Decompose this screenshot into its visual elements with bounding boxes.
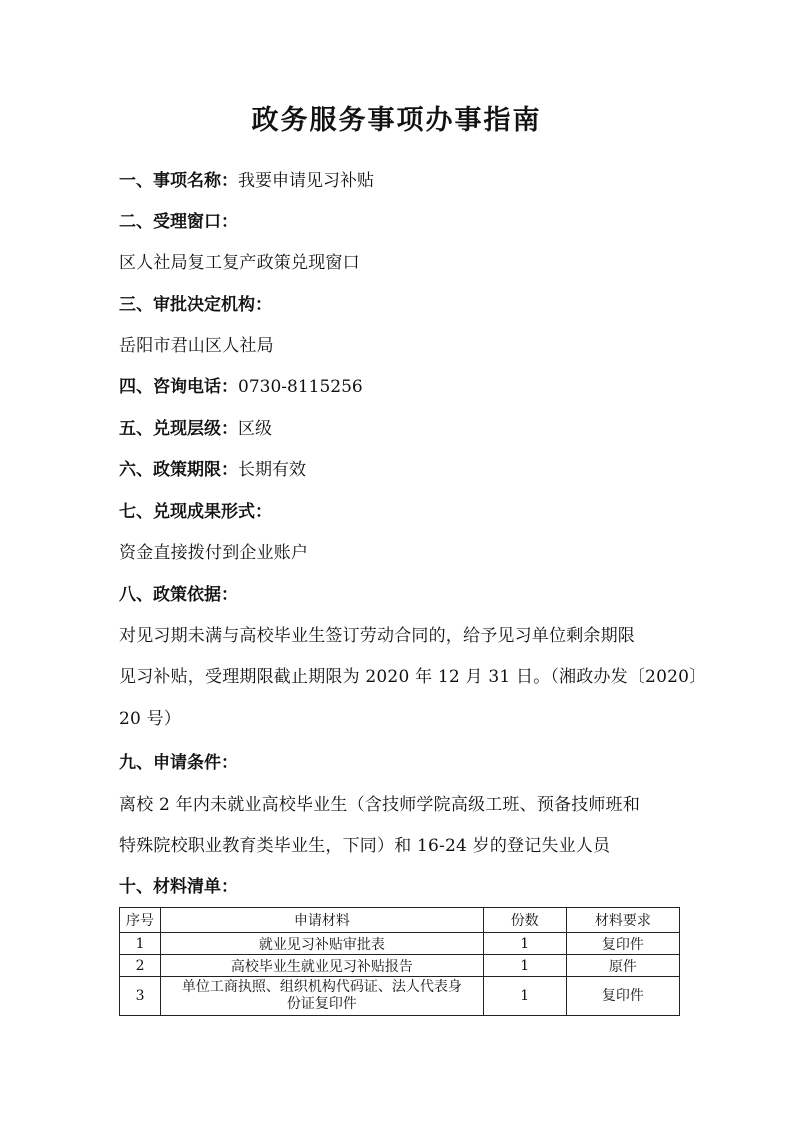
row-no: 2 — [120, 955, 161, 977]
row-material-line-2: 份证复印件 — [286, 996, 357, 1012]
row-material: 高校毕业生就业见习补贴报告 — [161, 955, 484, 977]
consult-phone-label: 四、咨询电话： — [119, 377, 238, 397]
conditions-heading — [119, 752, 238, 774]
result-form-value: 资金直接拨付到企业账户 — [119, 543, 309, 563]
row-material: 就业见习补贴审批表 — [161, 933, 484, 955]
row-count: 1 — [483, 933, 566, 955]
row-material — [161, 977, 484, 1016]
conditions-line-2: 特殊院校职业教育类毕业生，下同）和 16-24 岁的登记失业人员 — [119, 836, 611, 856]
row-count: 1 — [483, 955, 566, 977]
item-name-row — [119, 170, 374, 192]
header-count: 份数 — [483, 908, 566, 933]
row-count: 1 — [483, 977, 566, 1016]
materials-heading — [119, 876, 238, 898]
row-material-line-1: 单位工商执照、组织机构代码证、法人代表身 — [181, 979, 462, 995]
policy-basis-line-2: 见习补贴，受理期限截止期限为 2020 年 12 月 31 日。（湘政办发〔2020〕 — [119, 667, 707, 687]
row-no: 3 — [120, 977, 161, 1016]
level-row — [119, 418, 272, 440]
consult-phone-value: 0730-8115256 — [238, 377, 363, 397]
header-requirement: 材料要求 — [566, 908, 679, 933]
table-row — [120, 933, 680, 955]
row-requirement: 复印件 — [566, 977, 679, 1016]
consult-phone-row — [119, 376, 363, 398]
level-value: 区级 — [238, 419, 272, 439]
approval-authority-label: 三、审批决定机构： — [119, 295, 272, 315]
policy-term-value: 长期有效 — [238, 460, 306, 480]
acceptance-window-label: 二、受理窗口： — [119, 212, 238, 232]
conditions-line-1: 离校 2 年内未就业高校毕业生（含技师学院高级工班、预备技师班和 — [119, 795, 641, 815]
policy-basis-label: 八、政策依据： — [119, 585, 238, 605]
header-material: 申请材料 — [161, 908, 484, 933]
policy-basis-line-1: 对见习期未满与高校毕业生签订劳动合同的，给予见习单位剩余期限 — [119, 626, 635, 646]
table-row — [120, 955, 680, 977]
level-label: 五、兑现层级： — [119, 419, 238, 439]
acceptance-window-value: 区人社局复工复产政策兑现窗口 — [119, 253, 360, 273]
result-form-heading — [119, 501, 272, 523]
page-title: 政务服务事项办事指南 — [251, 105, 542, 136]
approval-authority-heading — [119, 294, 272, 316]
result-form-label: 七、兑现成果形式： — [119, 502, 272, 522]
policy-term-row — [119, 459, 306, 481]
policy-basis-heading — [119, 584, 238, 606]
conditions-label: 九、申请条件： — [119, 753, 238, 773]
row-requirement: 原件 — [566, 955, 679, 977]
approval-authority-value: 岳阳市君山区人社局 — [119, 336, 274, 356]
item-name-value: 我要申请见习补贴 — [238, 171, 374, 191]
policy-basis-line-3: 20 号） — [119, 709, 182, 729]
table-row — [120, 977, 680, 1016]
item-name-label: 一、事项名称： — [119, 171, 238, 191]
materials-label: 十、材料清单： — [119, 877, 238, 897]
row-requirement: 复印件 — [566, 933, 679, 955]
materials-table — [119, 907, 680, 1016]
policy-term-label: 六、政策期限： — [119, 460, 238, 480]
header-no: 序号 — [120, 908, 161, 933]
acceptance-window-heading — [119, 211, 238, 233]
row-no: 1 — [120, 933, 161, 955]
table-header-row — [120, 908, 680, 933]
